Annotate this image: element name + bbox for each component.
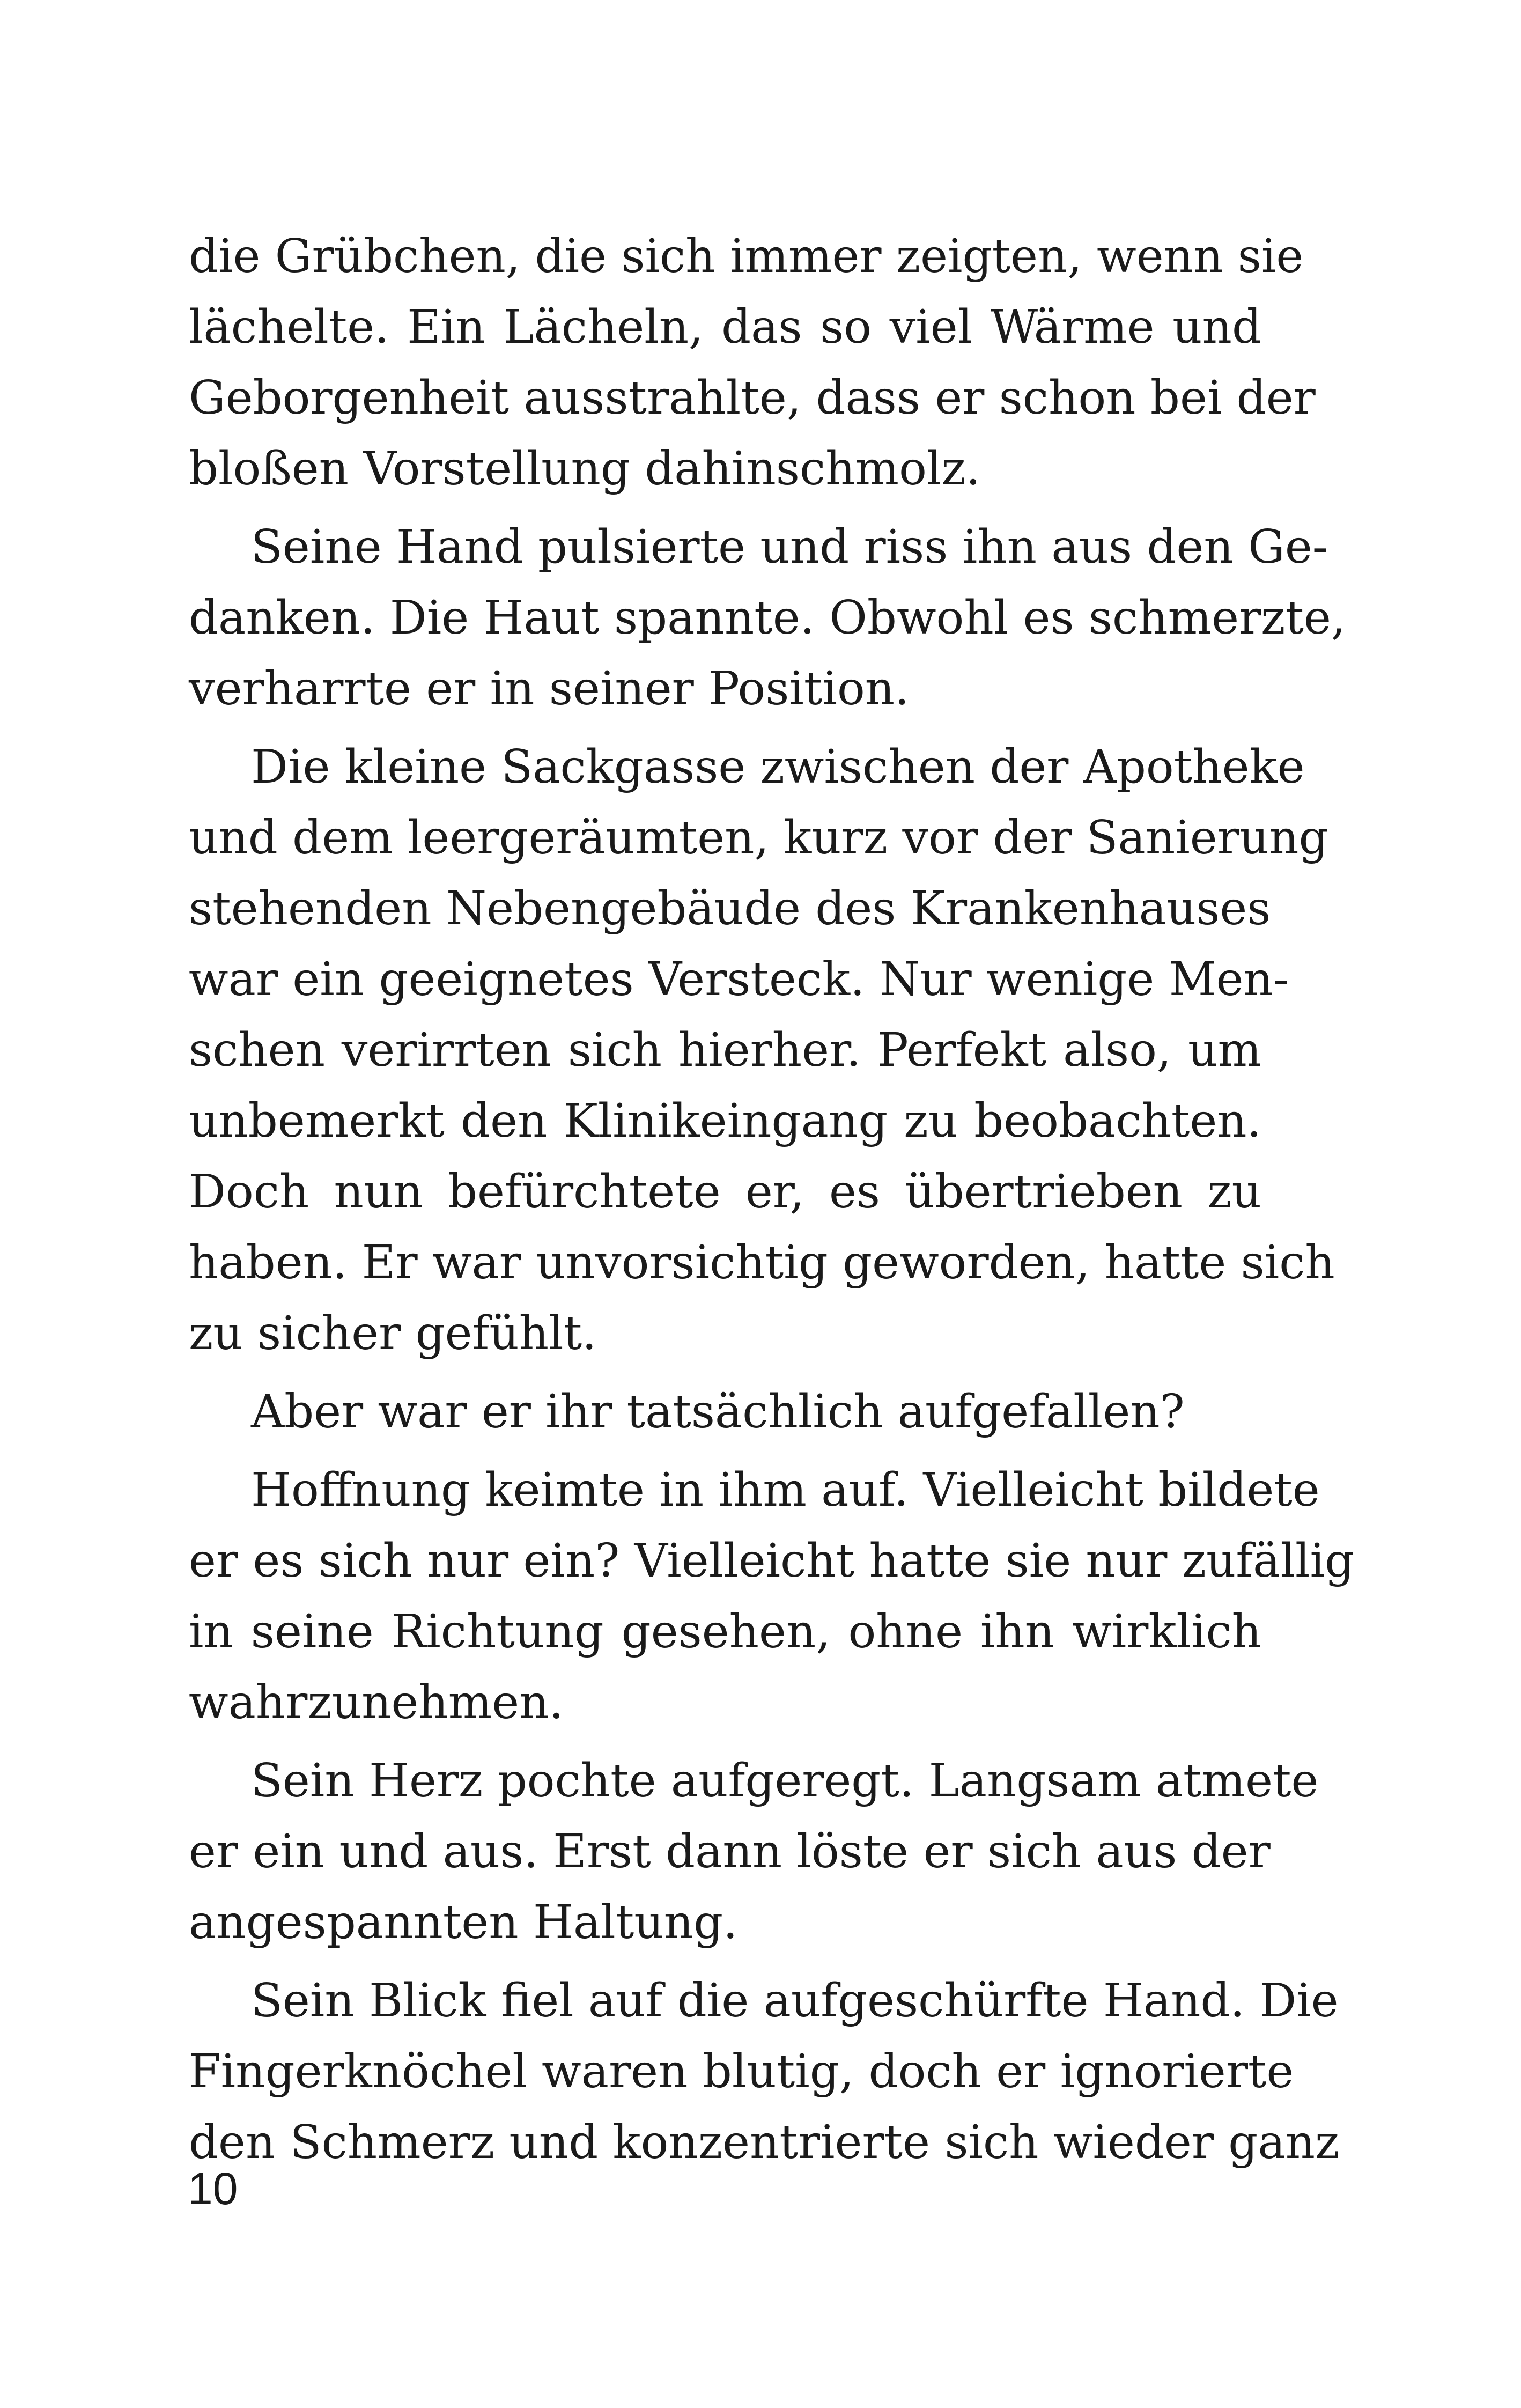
text-line: die Grübchen, die sich immer zeigten, wenn sie (189, 230, 1304, 283)
paragraph (189, 1965, 1340, 2178)
text-line: Seine Hand pulsierte und riss ihn aus den Ge- (251, 520, 1328, 574)
paragraph (189, 1455, 1355, 1738)
text-line: schen verirrten sich hierher. Perfekt also, um (189, 1023, 1261, 1077)
paragraph (189, 221, 1316, 504)
body-text (189, 221, 1355, 2178)
text-line: Sein Herz pochte aufgeregt. Langsam atmete (251, 1754, 1319, 1808)
text-line: Fingerknöchel waren blutig, doch er ignorierte (189, 2045, 1294, 2098)
text-line: unbemerkt den Klinikeingang zu beobachten. (189, 1094, 1261, 1148)
text-line: und dem leergeräumten, kurz vor der Sanierung (189, 811, 1328, 865)
text-line: angespannten Haltung. (189, 1896, 738, 1949)
text-line: war ein geeignetes Versteck. Nur wenige Men- (189, 953, 1289, 1006)
text-line: lächelte. Ein Lächeln, das so viel Wärme und (189, 300, 1261, 354)
text-line: in seine Richtung gesehen, ohne ihn wirklich (189, 1605, 1261, 1659)
paragraph (189, 732, 1335, 1369)
text-line: er es sich nur ein? Vielleicht hatte sie nur zufällig (189, 1534, 1355, 1588)
text-line: Geborgenheit ausstrahlte, dass er schon bei der (189, 371, 1316, 425)
text-line: danken. Die Haut spannte. Obwohl es schmerzte, (189, 591, 1346, 645)
text-line: verharrte er in seiner Position. (189, 662, 910, 716)
text-line: er ein und aus. Erst dann löste er sich aus der (189, 1825, 1271, 1879)
text-line: bloßen Vorstellung dahinschmolz. (189, 442, 981, 496)
text-line: den Schmerz und konzentrierte sich wieder ganz (189, 2116, 1340, 2169)
paragraph (189, 1376, 1261, 1447)
text-line: Hoffnung keimte in ihm auf. Vielleicht bildete (251, 1463, 1320, 1517)
text-line: Sein Blick fiel auf die aufgeschürfte Hand. Die (251, 1974, 1339, 2028)
text-line: wahrzunehmen. (189, 1676, 564, 1729)
text-line: Die kleine Sackgasse zwischen der Apotheke (251, 740, 1305, 794)
text-line: stehenden Nebengebäude des Krankenhauses (189, 882, 1271, 936)
text-line: haben. Er war unvorsichtig geworden, hatte sich (189, 1236, 1335, 1290)
paragraph (189, 512, 1346, 724)
paragraph (189, 1746, 1319, 1958)
text-line: Aber war er ihr tatsächlich aufgefallen? (251, 1385, 1185, 1439)
text-line: Doch nun befürchtete er, es übertrieben zu (189, 1165, 1261, 1219)
text-line: zu sicher gefühlt. (189, 1307, 597, 1360)
page-number: 10 (188, 2163, 238, 2214)
